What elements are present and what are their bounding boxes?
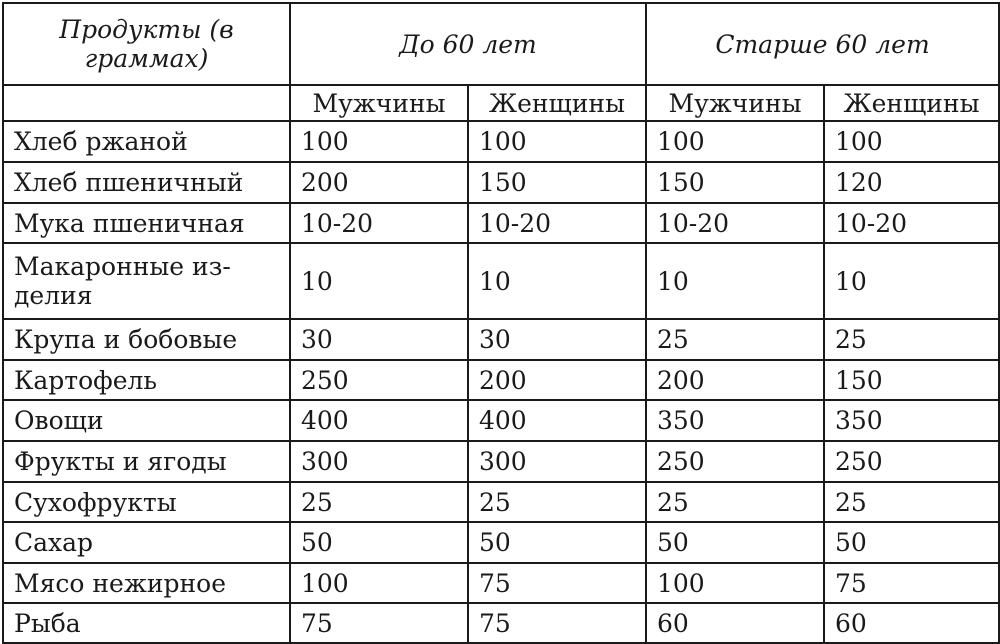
product-cell: Мясо нежирное (3, 563, 290, 603)
value-cell: 400 (290, 400, 468, 441)
value-cell: 150 (468, 162, 646, 203)
value-cell: 350 (646, 400, 824, 441)
value-cell: 10 (468, 243, 646, 319)
value-cell: 10-20 (824, 203, 999, 243)
product-cell: Хлеб пшеничный (3, 162, 290, 203)
table-row (3, 162, 999, 203)
header-over-60-men: Мужчины (646, 85, 824, 121)
value-cell: 10-20 (468, 203, 646, 243)
header-row-sex (3, 85, 999, 121)
header-group-over-60: Старше 60 лет (646, 3, 999, 85)
table-row (3, 360, 999, 400)
value-cell: 100 (290, 121, 468, 162)
product-cell: Макаронные из-делия (3, 243, 290, 319)
value-cell: 10 (290, 243, 468, 319)
value-cell: 25 (646, 319, 824, 360)
product-cell: Сухофрукты (3, 482, 290, 522)
table-row (3, 121, 999, 162)
product-cell: Мука пшеничная (3, 203, 290, 243)
product-cell: Картофель (3, 360, 290, 400)
value-cell: 75 (290, 603, 468, 643)
table-row (3, 522, 999, 563)
value-cell: 250 (290, 360, 468, 400)
header-under-60-women: Женщины (468, 85, 646, 121)
value-cell: 10-20 (646, 203, 824, 243)
table-row (3, 482, 999, 522)
table-row (3, 203, 999, 243)
value-cell: 100 (468, 121, 646, 162)
value-cell: 25 (646, 482, 824, 522)
value-cell: 25 (824, 319, 999, 360)
value-cell: 25 (824, 482, 999, 522)
value-cell: 250 (824, 441, 999, 482)
value-cell: 100 (646, 563, 824, 603)
value-cell: 100 (646, 121, 824, 162)
product-cell: Крупа и бобовые (3, 319, 290, 360)
header-under-60-men: Мужчины (290, 85, 468, 121)
header-over-60-women: Женщины (824, 85, 999, 121)
table-row (3, 441, 999, 482)
product-cell: Сахар (3, 522, 290, 563)
value-cell: 200 (290, 162, 468, 203)
value-cell: 300 (468, 441, 646, 482)
value-cell: 100 (290, 563, 468, 603)
product-cell: Рыба (3, 603, 290, 643)
value-cell: 400 (468, 400, 646, 441)
value-cell: 30 (468, 319, 646, 360)
value-cell: 10 (646, 243, 824, 319)
value-cell: 25 (290, 482, 468, 522)
value-cell: 10 (824, 243, 999, 319)
table-row (3, 400, 999, 441)
value-cell: 25 (468, 482, 646, 522)
value-cell: 50 (646, 522, 824, 563)
value-cell: 75 (824, 563, 999, 603)
value-cell: 150 (646, 162, 824, 203)
value-cell: 75 (468, 563, 646, 603)
value-cell: 10-20 (290, 203, 468, 243)
value-cell: 350 (824, 400, 999, 441)
product-cell: Хлеб ржаной (3, 121, 290, 162)
nutrition-table (2, 2, 1000, 644)
value-cell: 120 (824, 162, 999, 203)
header-empty-cell (3, 85, 290, 121)
value-cell: 300 (290, 441, 468, 482)
value-cell: 50 (290, 522, 468, 563)
value-cell: 30 (290, 319, 468, 360)
header-products: Продукты (в граммах) (3, 3, 290, 85)
value-cell: 200 (468, 360, 646, 400)
table-row (3, 603, 999, 643)
table-row (3, 563, 999, 603)
value-cell: 60 (824, 603, 999, 643)
product-cell: Овощи (3, 400, 290, 441)
value-cell: 50 (468, 522, 646, 563)
value-cell: 100 (824, 121, 999, 162)
value-cell: 75 (468, 603, 646, 643)
value-cell: 200 (646, 360, 824, 400)
value-cell: 50 (824, 522, 999, 563)
value-cell: 250 (646, 441, 824, 482)
value-cell: 150 (824, 360, 999, 400)
header-row-groups (3, 3, 999, 85)
product-cell: Фрукты и ягоды (3, 441, 290, 482)
table-row (3, 243, 999, 319)
header-group-under-60: До 60 лет (290, 3, 646, 85)
table-row (3, 319, 999, 360)
value-cell: 60 (646, 603, 824, 643)
